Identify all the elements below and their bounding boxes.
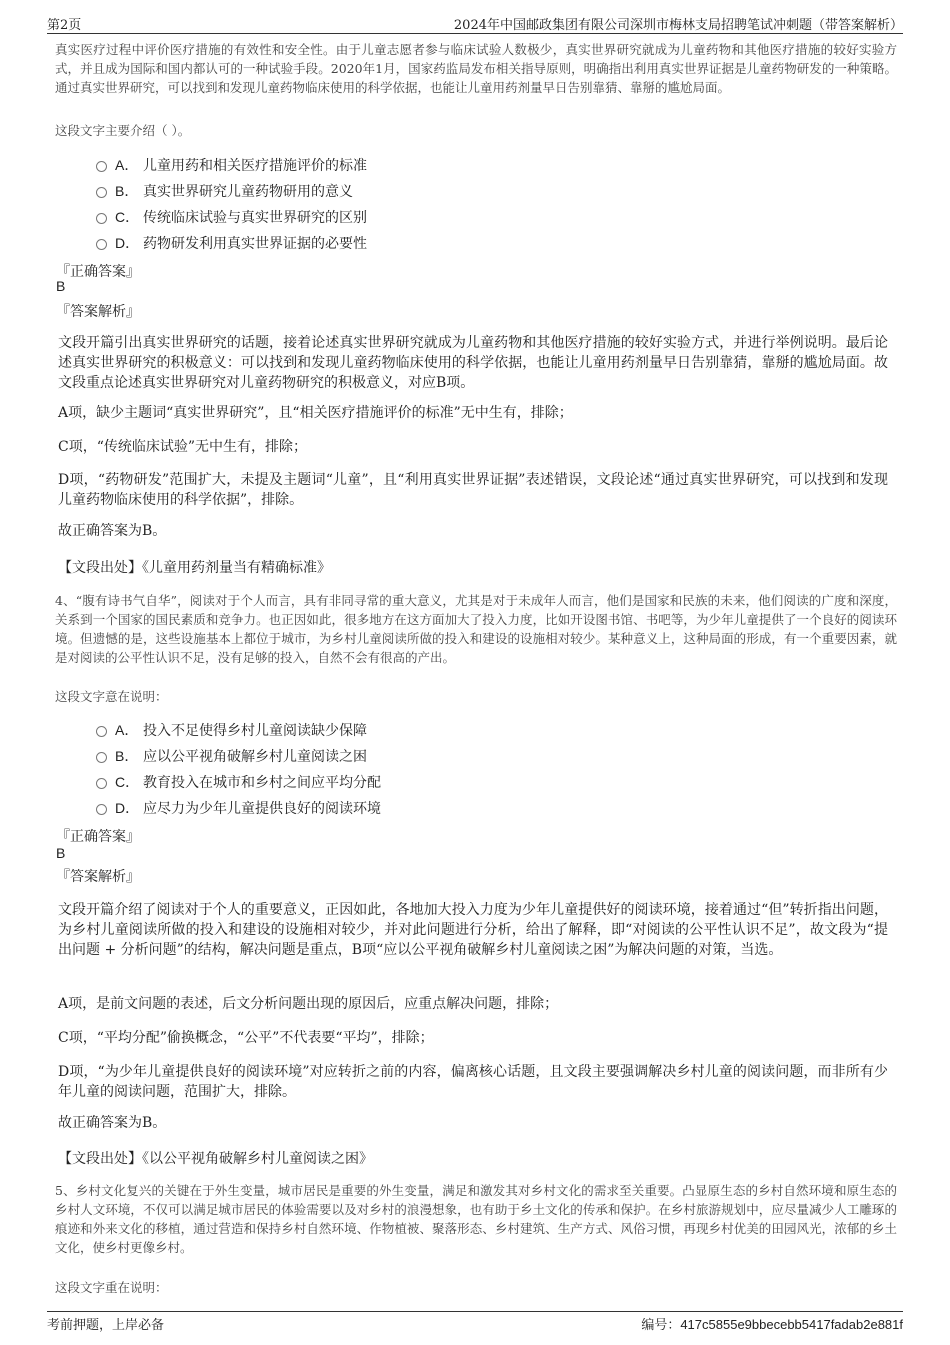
- q3-analysis-paragraph: 文段开篇引出真实世界研究的话题，接着论述真实世界研究就成为儿童药物和其他医疗措施的较好实验方式，并进行举例说明。最后论述真实世界研究的积极意义：可以找到和发现儿童药物临床使用的科学依据，也能让儿童用药剂量早日告别靠猜，靠掰的尴尬局面。故文段重点论述真实世界研究对儿童药物研究的积极意义，对应B项。: [58, 335, 888, 391]
- document-code: 编号：417c5855e9bbecebb5417fadab2e881f: [641, 1317, 903, 1332]
- page-header: [47, 12, 903, 34]
- page-number: 第2页: [47, 18, 82, 33]
- q4-analysis-paragraph: A项，是前文问题的表述，后文分析问题出现的原因后，应重点解决问题，排除；: [58, 996, 559, 1012]
- q4-option-a[interactable]: A． 投入不足使得乡村儿童阅读缺少保障: [97, 720, 367, 742]
- q3-option-c[interactable]: C． 传统临床试验与真实世界研究的区别: [97, 207, 367, 229]
- radio-icon[interactable]: [96, 778, 107, 789]
- q3-analysis-paragraph: A项，缺少主题词“真实世界研究”，且“相关医疗措施评价的标准”无中生有，排除；: [58, 405, 573, 421]
- q4-passage: 4、“腹有诗书气自华”，阅读对于个人而言，具有非同寻常的重大意义，尤其是对于未成年人而言，他们是国家和民族的未来，他们阅读的广度和深度，关系到一个国家的国民素质和竞争力。也正因如此，很多地方在这方面加大了投入力度，比如开设图书馆、书吧等，为少年儿童提供了一个良好的阅读环境。但遗憾的是，这些设施基本上都位于城市，为乡村儿童阅读所做的投入和建设的设施相对较少。某种意义上，这种局面的形成，有一个重要因素，就是对阅读的公平性认识不足，没有足够的投入，自然不会有很高的产出。: [55, 593, 897, 665]
- radio-icon[interactable]: [96, 187, 107, 198]
- radio-icon[interactable]: [96, 726, 107, 737]
- q3-option-d[interactable]: D． 药物研发利用真实世界证据的必要性: [97, 233, 367, 255]
- q4-analysis-paragraph: 故正确答案为B。: [58, 1115, 167, 1131]
- radio-icon[interactable]: [96, 213, 107, 224]
- q4-option-d[interactable]: D． 应尽力为少年儿童提供良好的阅读环境: [97, 798, 381, 820]
- q3-passage: 真实医疗过程中评价医疗措施的有效性和安全性。由于儿童志愿者参与临床试验人数极少，真实世界研究就成为儿童药物和其他医疗措施的较好实验方式，并且成为国际和国内都认可的一种试验手段。2020年1月，国家药监局发布相关指导原则，明确指出利用真实世界证据是儿童药物研发的一种策略。通过真实世界研究，可以找到和发现儿童药物临床使用的科学依据，也能让儿童用药剂量早日告别靠猜、靠掰的尴尬局面。: [55, 42, 897, 95]
- q4-source: 【文段出处】《以公平视角破解乡村儿童阅读之困》: [58, 1151, 373, 1167]
- q3-answer: B: [56, 278, 66, 294]
- q4-option-b[interactable]: B． 应以公平视角破解乡村儿童阅读之困: [97, 746, 367, 768]
- q3-analysis-paragraph: D项，“药物研发”范围扩大，未提及主题词“儿童”，且“利用真实世界证据”表述错误，文段论述“通过真实世界研究，可以找到和发现儿童药物临床使用的科学依据”，排除。: [58, 472, 888, 508]
- q4-answer: B: [56, 845, 66, 861]
- radio-icon[interactable]: [96, 161, 107, 172]
- q3-answer-label: 『正确答案』: [56, 264, 140, 280]
- q3-analysis-paragraph: C项，“传统临床试验”无中生有，排除；: [58, 439, 308, 455]
- radio-icon[interactable]: [96, 752, 107, 763]
- q3-prompt: 这段文字主要介绍（ ）。: [55, 123, 191, 138]
- q5-passage: 5、乡村文化复兴的关键在于外生变量，城市居民是重要的外生变量，满足和激发其对乡村文化的需求至关重要。凸显原生态的乡村自然环境和原生态的乡村人文环境，不仅可以满足城市居民的体验需要以及对乡村的浪漫想象，也有助于乡土文化的传承和保护。在乡村旅游规划中，应尽量减少人工雕琢的痕迹和外来文化的移植，通过营造和保持乡村自然环境、作物植被、聚落形态、乡村建筑、生产方式、风俗习惯，再现乡村优美的田园风光，浓郁的乡土文化，使乡村更像乡村。: [55, 1183, 897, 1255]
- q3-source: 【文段出处】《儿童用药剂量当有精确标准》: [58, 560, 331, 576]
- q3-option-a[interactable]: A． 儿童用药和相关医疗措施评价的标准: [97, 155, 367, 177]
- document-title: 2024年中国邮政集团有限公司深圳市梅林支局招聘笔试冲刺题（带答案解析）: [453, 18, 903, 33]
- q3-analysis-label: 『答案解析』: [56, 304, 140, 320]
- q3-option-b[interactable]: B． 真实世界研究儿童药物研用的意义: [97, 181, 353, 203]
- q4-analysis-label: 『答案解析』: [56, 869, 140, 885]
- q4-analysis-paragraph: C项，“平均分配”偷换概念，“公平”不代表要“平均”，排除；: [58, 1030, 434, 1046]
- q4-analysis-paragraph: D项，“为少年儿童提供良好的阅读环境”对应转折之前的内容，偏离核心话题，且文段主要强调解决乡村儿童的阅读问题，而非所有少年儿童的阅读问题，范围扩大，排除。: [58, 1064, 888, 1100]
- q4-answer-label: 『正确答案』: [56, 829, 140, 845]
- header-divider: [47, 33, 903, 34]
- q5-prompt: 这段文字重在说明：: [55, 1280, 168, 1295]
- radio-icon[interactable]: [96, 239, 107, 250]
- q4-option-c[interactable]: C． 教育投入在城市和乡村之间应平均分配: [97, 772, 381, 794]
- footer-slogan: 考前押题，上岸必备: [47, 1318, 165, 1333]
- radio-icon[interactable]: [96, 804, 107, 815]
- q4-analysis-paragraph: 文段开篇介绍了阅读对于个人的重要意义，正因如此，各地加大投入力度为少年儿童提供好的阅读环境，接着通过“但”转折指出问题，为乡村儿童阅读所做的投入和建设的设施相对较少，并对此问题进行分析，给出了解释，即“对阅读的公平性认识不足”，故文段为“提出问题 + 分析问题”的结构，解决问题是重点，B项“应以公平视角破解乡村儿童阅读之困”为解决问题的对策，当选。: [58, 902, 888, 958]
- footer-divider: [47, 1311, 903, 1312]
- q3-analysis-paragraph: 故正确答案为B。: [58, 523, 167, 539]
- q4-prompt: 这段文字意在说明：: [55, 689, 168, 704]
